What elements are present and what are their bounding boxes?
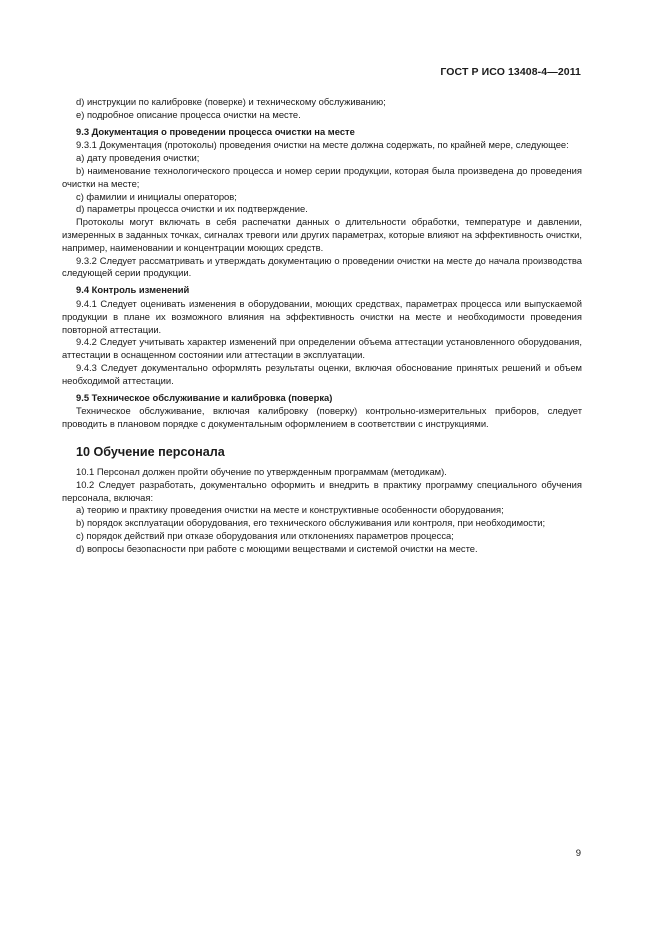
paragraph: Техническое обслуживание, включая калибровку (поверку) контрольно-измерительных приборов, следует проводить в плановом порядке с документальным оформлением в соответствии с инструкциями. (62, 405, 582, 430)
paragraph: 9.3.2 Следует рассматривать и утверждать документацию о проведении очистки на месте до начала производства следующей серии продукции. (62, 254, 582, 279)
list-item: e) подробное описание процесса очистки на месте. (76, 108, 301, 120)
paragraph: 10.2 Следует разработать, документально оформить и внедрить в практику программу специального обучения персонала, включая: (62, 478, 582, 503)
list-item: c) фамилии и инициалы операторов; (76, 190, 237, 202)
list-item: a) теорию и практику проведения очистки на месте и конструктивные особенности оборудования; (76, 504, 504, 516)
document-body (62, 96, 582, 556)
page-number: 9 (575, 848, 581, 859)
document-header: ГОСТ Р ИСО 13408-4—2011 (440, 66, 581, 78)
paragraph: 10.1 Персонал должен пройти обучение по утвержденным программам (методикам). (76, 465, 447, 477)
list-item: d) инструкции по калибровке (поверке) и техническому обслуживанию; (76, 96, 386, 107)
list-item: d) параметры процесса очистки и их подтверждение. (76, 203, 308, 215)
section-heading-9-4: 9.4 Контроль изменений (76, 284, 190, 296)
section-heading-9-3: 9.3 Документация о проведении процесса очистки на месте (76, 125, 355, 137)
paragraph: 9.4.1 Следует оценивать изменения в оборудовании, моющих средствах, параметрах процесса или выпускаемой продукции в плане их возможного влияния на эффективность очистки на месте и необходимости проведения повторной аттестации. (62, 297, 582, 335)
list-item: a) дату проведения очистки; (76, 152, 200, 164)
paragraph: 9.4.2 Следует учитывать характер изменений при определении объема аттестации установленного оборудования, аттестации в оснащенном состоянии или аттестации в эксплуатации. (62, 336, 582, 361)
list-item: b) наименование технологического процесса и номер серии продукции, которая была произведена до проведения очистки на месте; (62, 164, 582, 189)
list-item: b) порядок эксплуатации оборудования, его технического обслуживания или контроля, при необходимости; (76, 517, 546, 529)
paragraph: 9.3.1 Документация (протоколы) проведения очистки на месте должна содержать, по крайней мере, следующее: (76, 139, 569, 151)
list-item: c) порядок действий при отказе оборудования или отклонениях параметров процесса; (76, 529, 454, 541)
section-heading-9-5: 9.5 Техническое обслуживание и калибровка (поверка) (76, 391, 333, 403)
paragraph: 9.4.3 Следует документально оформлять результаты оценки, включая обоснование принятых решений и объем необходимой аттестации. (62, 361, 582, 386)
list-item: d) вопросы безопасности при работе с моющими веществами и системой очистки на месте. (76, 542, 478, 554)
section-heading-10: 10 Обучение персонала (76, 444, 225, 459)
paragraph: Протоколы могут включать в себя распечатки данных о длительности обработки, температуре и давлении, измеренных в заданных точках, сигналах тревоги или других параметрах, которые влияют на эффективность очистки, например, наименовании и концентрации моющих средств. (62, 216, 582, 253)
